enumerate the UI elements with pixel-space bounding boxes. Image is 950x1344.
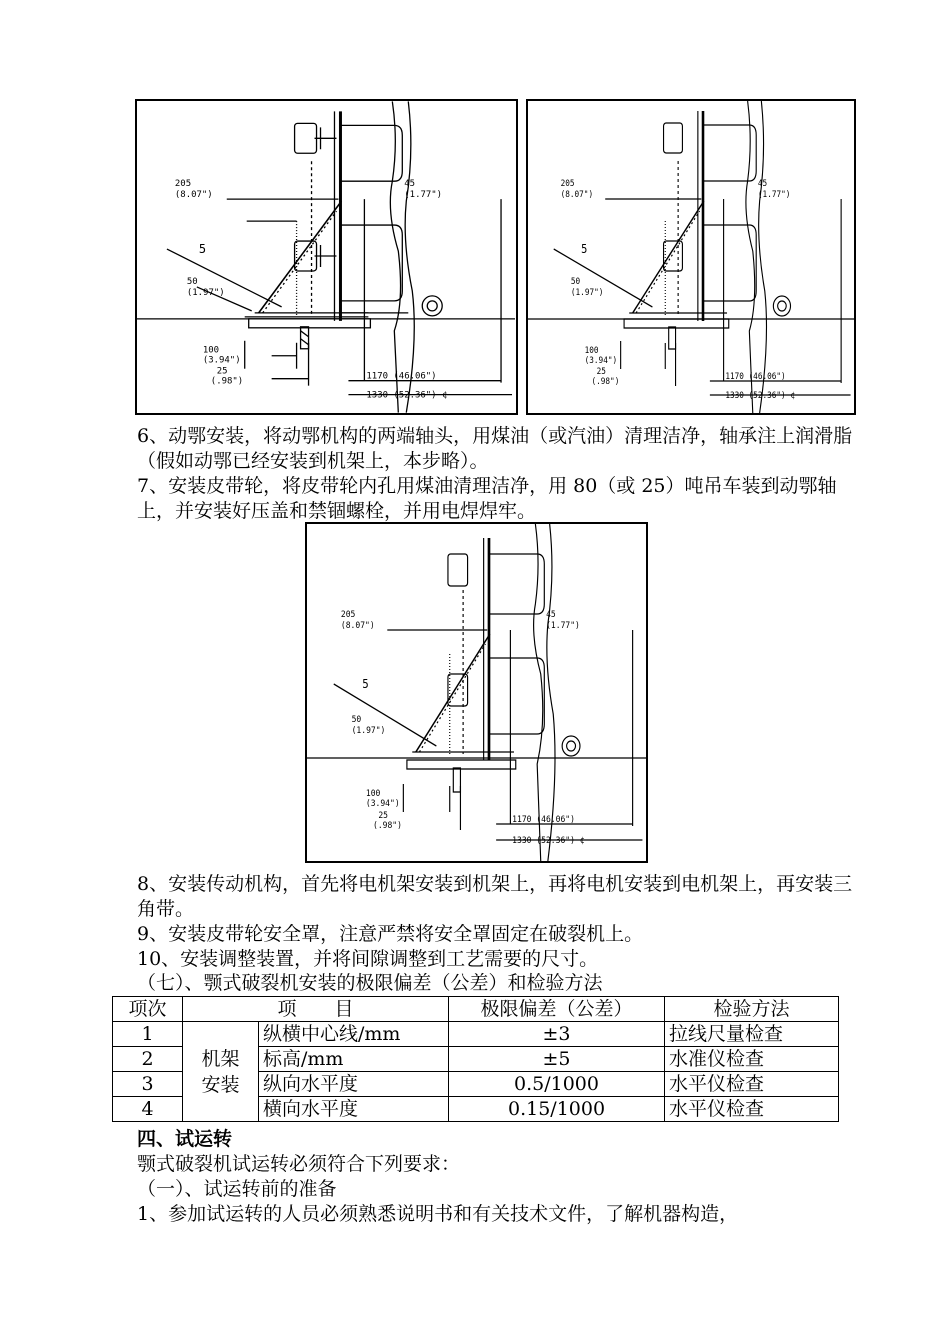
installation-diagram-left	[135, 99, 518, 415]
dim-205-inch-label: (8.07")	[560, 188, 594, 200]
dim-1170-label: 1170 (46.06")	[512, 814, 575, 826]
dim-100-inch-label: (3.94")	[365, 798, 400, 810]
dim-25-label: 25	[378, 810, 389, 822]
table-header-row	[113, 997, 839, 1022]
row-method: 水平仪检查	[665, 1072, 839, 1097]
row-method: 水准仪检查	[665, 1047, 839, 1072]
dim-100-label: 100	[202, 345, 220, 356]
dim-45-inch-label: (1.77")	[546, 620, 580, 632]
section-4-intro: 颚式破裂机试运转必须符合下列要求：	[137, 1153, 461, 1175]
dim-50-inch-label: (1.97")	[351, 725, 386, 737]
dim-45-label: 45	[404, 179, 416, 190]
dim-45-label: 45	[546, 609, 556, 621]
dim-100-label: 100	[584, 344, 599, 356]
paragraph-10: 10、安装调整装置，并将间隙调整到工艺需要的尺寸。	[137, 948, 599, 970]
installation-diagram-right	[526, 99, 856, 415]
diagram-svg	[137, 101, 516, 413]
dim-25-label: 25	[596, 365, 606, 377]
dim-25-label: 25	[216, 366, 228, 377]
dim-205-label: 205	[174, 179, 192, 190]
diagram-svg	[528, 101, 854, 413]
dim-1330-label: 1330 (52.36") ¢	[366, 390, 448, 401]
row-tolerance: ±5	[449, 1047, 665, 1072]
header-method: 检验方法	[665, 997, 839, 1022]
diagram-svg	[307, 524, 646, 861]
header-index: 项次	[113, 997, 183, 1022]
section-7-heading: （七）、颚式破裂机安装的极限偏差（公差）和检验方法	[137, 972, 603, 994]
dim-50-inch-label: (1.97")	[570, 286, 604, 298]
paragraph-6: 6、动鄂安装，将动鄂机构的两端轴头，用煤油（或汽油）清理洁净，轴承注上润滑脂（假如动鄂已经安装到机架上，本步略）。	[137, 425, 853, 472]
tolerance-table	[112, 996, 839, 1122]
row-item: 纵向水平度	[259, 1072, 449, 1097]
paragraph-8: 8、安装传动机构，首先将电机架安装到机架上，再将电机安装到电机架上，再安装三角带。	[137, 873, 853, 920]
dim-205-label: 205	[340, 609, 356, 621]
row-method: 水平仪检查	[665, 1097, 839, 1122]
item-1-text: 1、参加试运转的人员必须熟悉说明书和有关技术文件，了解机器构造，	[137, 1203, 739, 1225]
row-tolerance: ±3	[449, 1022, 665, 1047]
dim-50-label: 50	[351, 714, 362, 726]
dim-50-label: 50	[186, 276, 198, 287]
dim-25-inch-label: (.98")	[373, 820, 402, 832]
row-index: 1	[113, 1022, 183, 1047]
dim-45-inch-label: (1.77")	[757, 188, 791, 200]
dim-205-label: 205	[560, 177, 575, 189]
dim-25-inch-label: (.98")	[591, 375, 620, 387]
table-row	[113, 1022, 839, 1047]
dim-1330-label: 1330 (52.36") ¢	[512, 835, 585, 847]
item-5-label: 5	[581, 242, 588, 257]
row-index: 2	[113, 1047, 183, 1072]
dim-50-label: 50	[570, 275, 581, 287]
dim-100-inch-label: (3.94")	[202, 355, 241, 366]
dim-1170-label: 1170 (46.06")	[725, 370, 786, 382]
row-tolerance: 0.15/1000	[449, 1097, 665, 1122]
installation-diagram-center	[305, 522, 648, 863]
row-tolerance: 0.5/1000	[449, 1072, 665, 1097]
item-5-label: 5	[198, 242, 207, 257]
group-frame-install: 机架安装	[183, 1022, 259, 1122]
paragraph-9: 9、安装皮带轮安全罩，注意严禁将安全罩固定在破裂机上。	[137, 923, 644, 945]
paragraph-7: 7、安装皮带轮，将皮带轮内孔用煤油清理洁净，用 80（或 25）吨吊车装到动鄂轴上，并安装好压盖和禁锢螺栓，并用电焊焊牢。	[137, 475, 837, 522]
row-method: 拉线尺量检查	[665, 1022, 839, 1047]
dim-100-label: 100	[365, 788, 381, 800]
dim-205-inch-label: (8.07")	[174, 190, 213, 201]
dim-100-inch-label: (3.94")	[584, 354, 618, 366]
dim-45-label: 45	[757, 177, 768, 189]
dim-205-inch-label: (8.07")	[340, 620, 375, 632]
row-item: 纵横中心线/mm	[259, 1022, 449, 1047]
dim-1330-label: 1330 (52.36") ¢	[725, 389, 795, 401]
section-4-title: 四、试运转	[137, 1128, 233, 1150]
row-item: 标高/mm	[259, 1047, 449, 1072]
row-item: 横向水平度	[259, 1097, 449, 1122]
subsection-1-heading: （一）、试运转前的准备	[137, 1178, 337, 1200]
header-tolerance: 极限偏差（公差）	[449, 997, 665, 1022]
dim-45-inch-label: (1.77")	[404, 190, 443, 201]
dim-25-inch-label: (.98")	[210, 376, 244, 387]
header-item: 项 目	[183, 997, 449, 1022]
row-index: 4	[113, 1097, 183, 1122]
item-5-label: 5	[362, 676, 369, 692]
row-index: 3	[113, 1072, 183, 1097]
dim-50-inch-label: (1.97")	[186, 287, 225, 298]
dim-1170-label: 1170 (46.06")	[366, 371, 437, 382]
